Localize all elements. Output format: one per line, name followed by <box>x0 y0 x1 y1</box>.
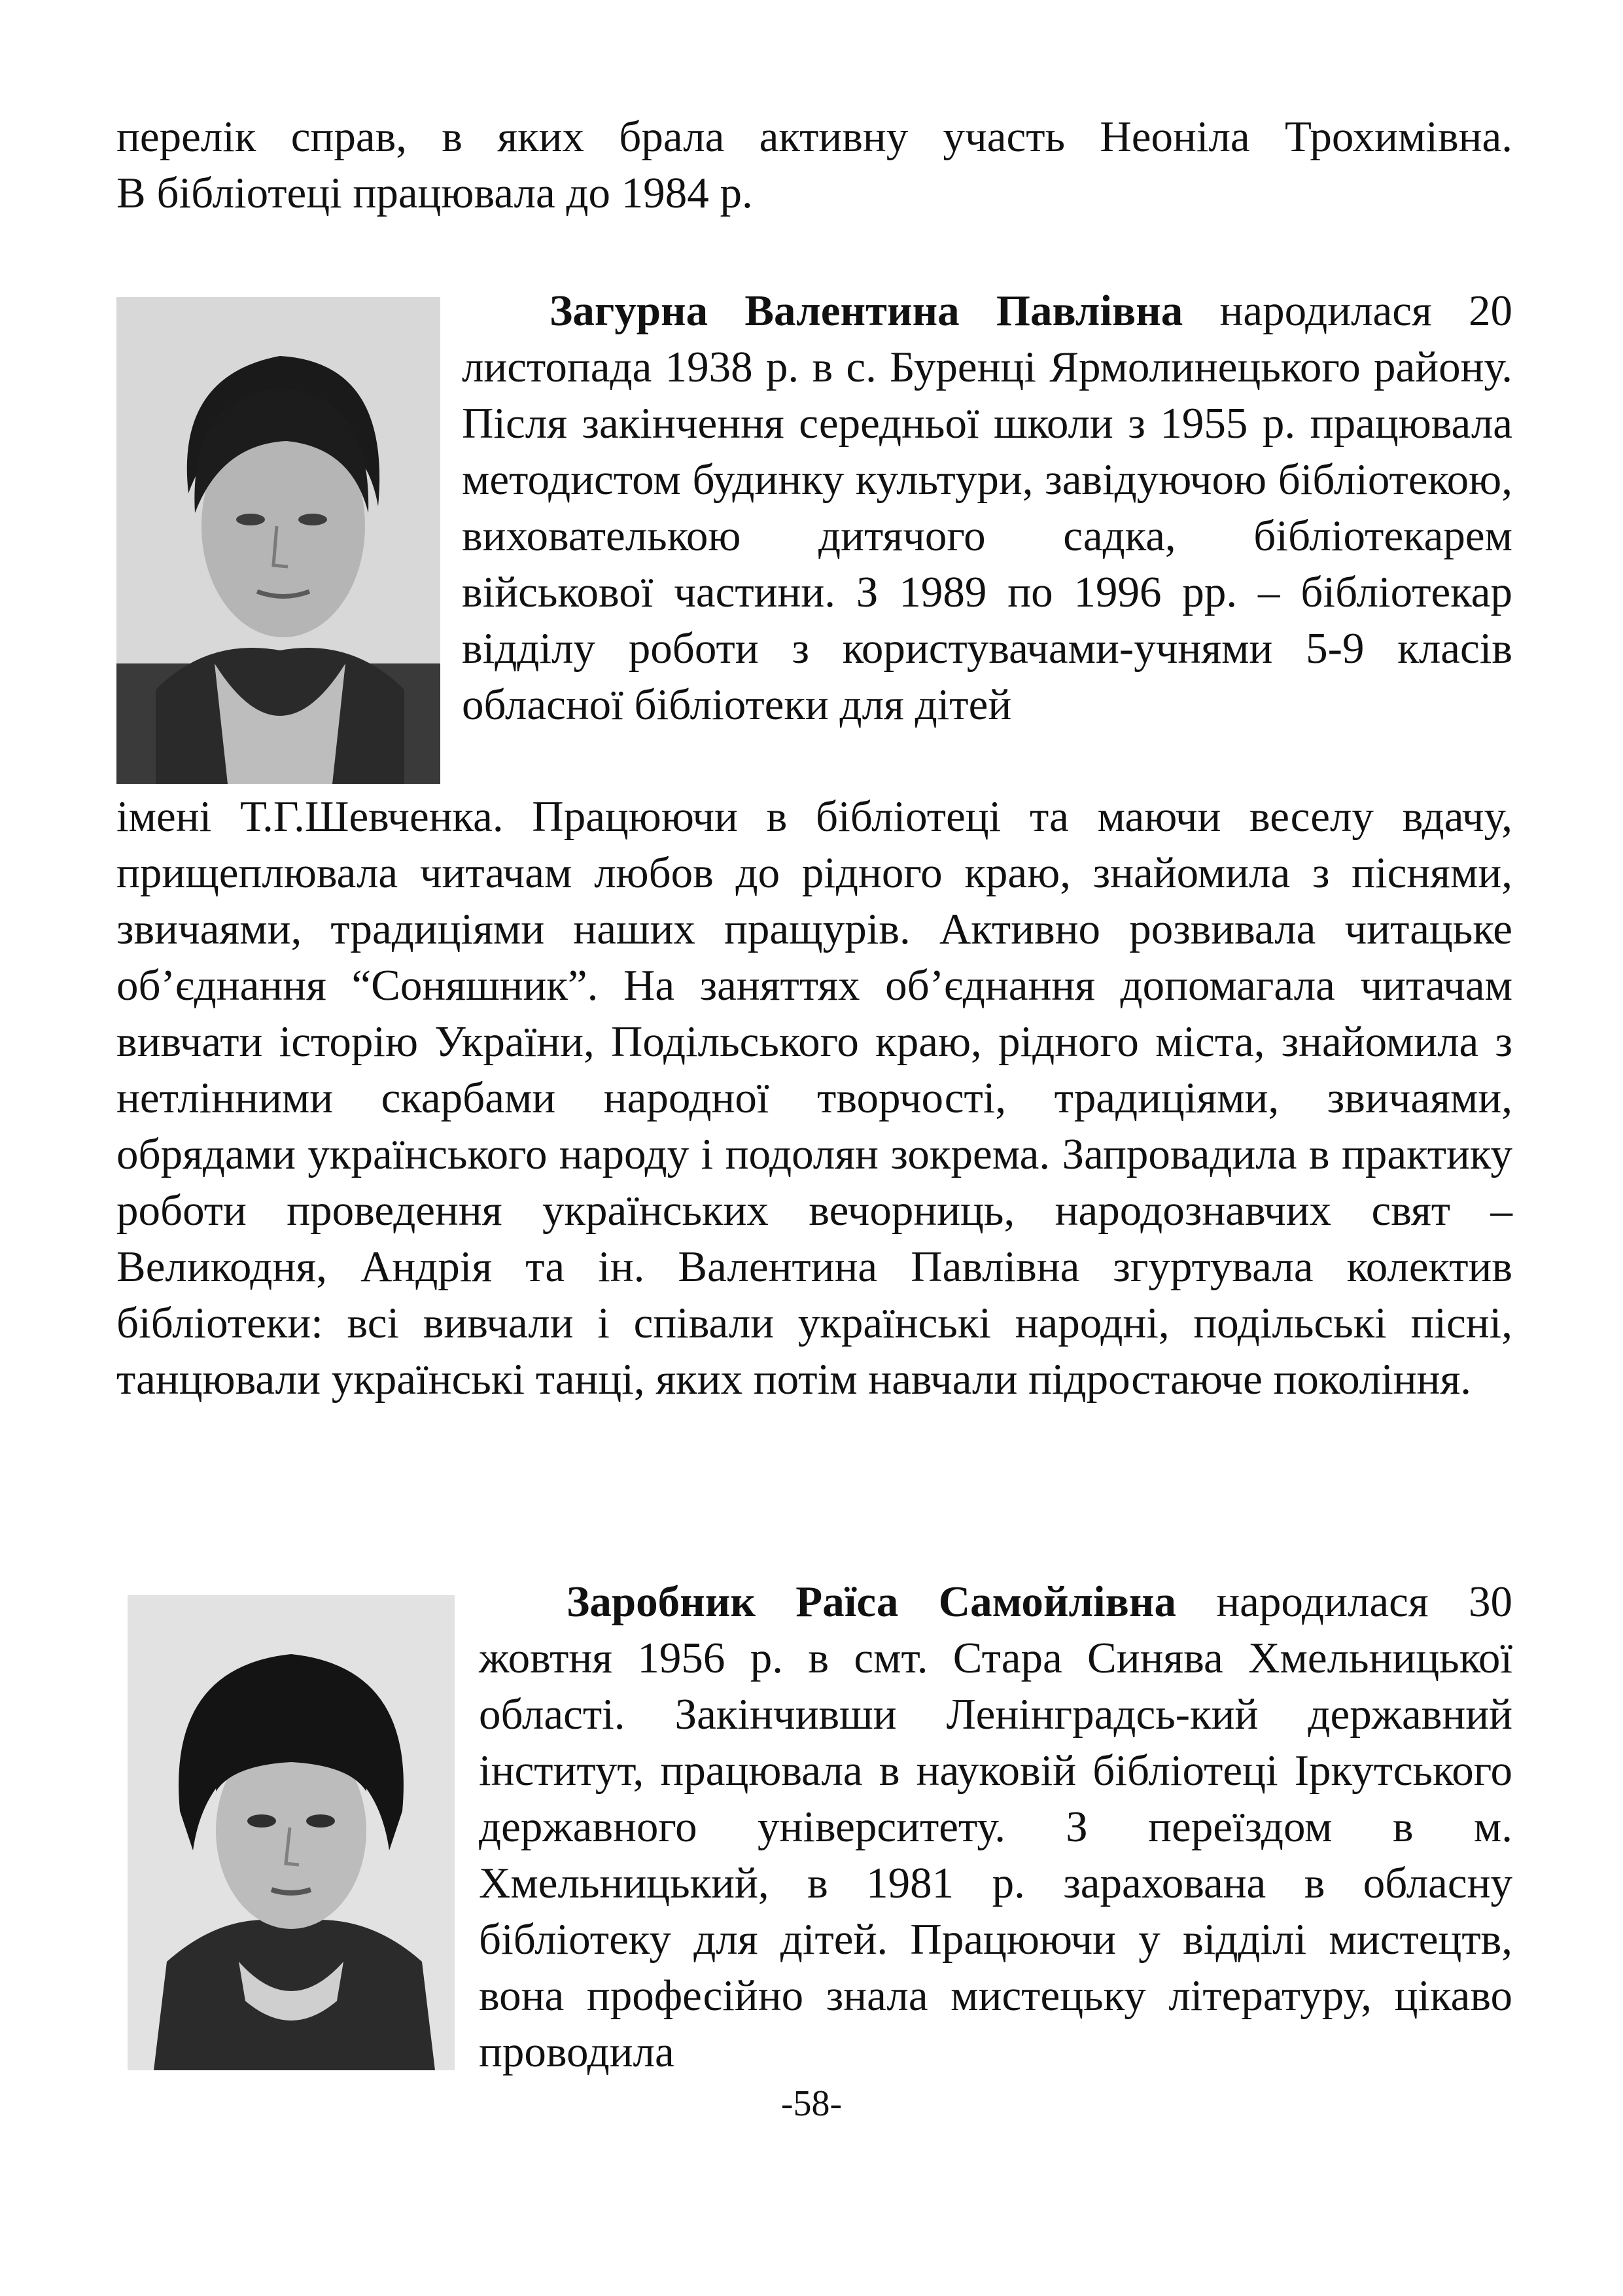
person2-paragraph <box>479 1574 1512 2080</box>
page-number: -58- <box>780 2083 843 2124</box>
person1-name: Загурна Валентина Павлівна <box>550 287 1183 335</box>
portrait-photo-zahurna <box>116 297 440 784</box>
intro-line-1: перелік справ, в яких брала активну участь Неоніла Трохимівна. <box>116 113 1512 161</box>
intro-line-2: В бібліотеці працювала до 1984 р. <box>116 169 753 217</box>
person1-paragraph-continued: імені Т.Г.Шевченка. Працюючи в бібліотеці та маючи веселу вдачу, прищеплювала читачам любов до рідного краю, знайомила з піснями, звичаями, традиціями наших пращурів. Активно розвивала читацьке об’єднання “Соняшник”. На заняттях об’єднання допомагала читачам вивчати історію України, Подільського краю, рідного міста, знайомила з нетлінними скарбами народної творчості, традиціями, звичаями, обрядами українського народу і подолян зокрема. Запровадила в практику роботи проведення українських вечорниць, народознавчих свят – Великодня, Андрія та ін. Валентина Павлівна згуртувала колектив бібліотеки: всі вивчали і співали українські народні, подільські пісні, танцювали українські танці, яких потім навчали підростаюче покоління. <box>116 792 1512 1404</box>
person2-text-right: народилася 30 жовтня 1956 р. в смт. Стара Синява Хмельницької області. Закінчивши Ленінградсь-кий державний інститут, працювала в науковій бібліотеці Іркутського державного університету. З переїздом в м. Хмельницький, в 1981 р. зарахована в обласну бібліотеку для дітей. Працюючи у відділі мистецтв, вона професійно знала мистецьку літературу, цікаво проводила <box>479 1578 1512 2076</box>
person1-paragraph-top <box>462 283 1512 733</box>
person1-text-right: народилася 20 листопада 1938 р. в с. Буренці Ярмолинецького району. Після закінчення середньої школи з 1955 р. працювала методистом будинку культури, завідуючою бібліотекою, вихователькою дитячого садка, бібліотекарем військової частини. З 1989 по 1996 рр. – бібліотекар відділу роботи з користувачами-учнями 5-9 класів обласної бібліотеки для дітей <box>462 287 1512 729</box>
intro-paragraph <box>116 109 1512 221</box>
portrait-photo-zarobnyk <box>128 1595 455 2070</box>
person2-name: Заробник Раїса Самойлівна <box>567 1578 1176 1626</box>
